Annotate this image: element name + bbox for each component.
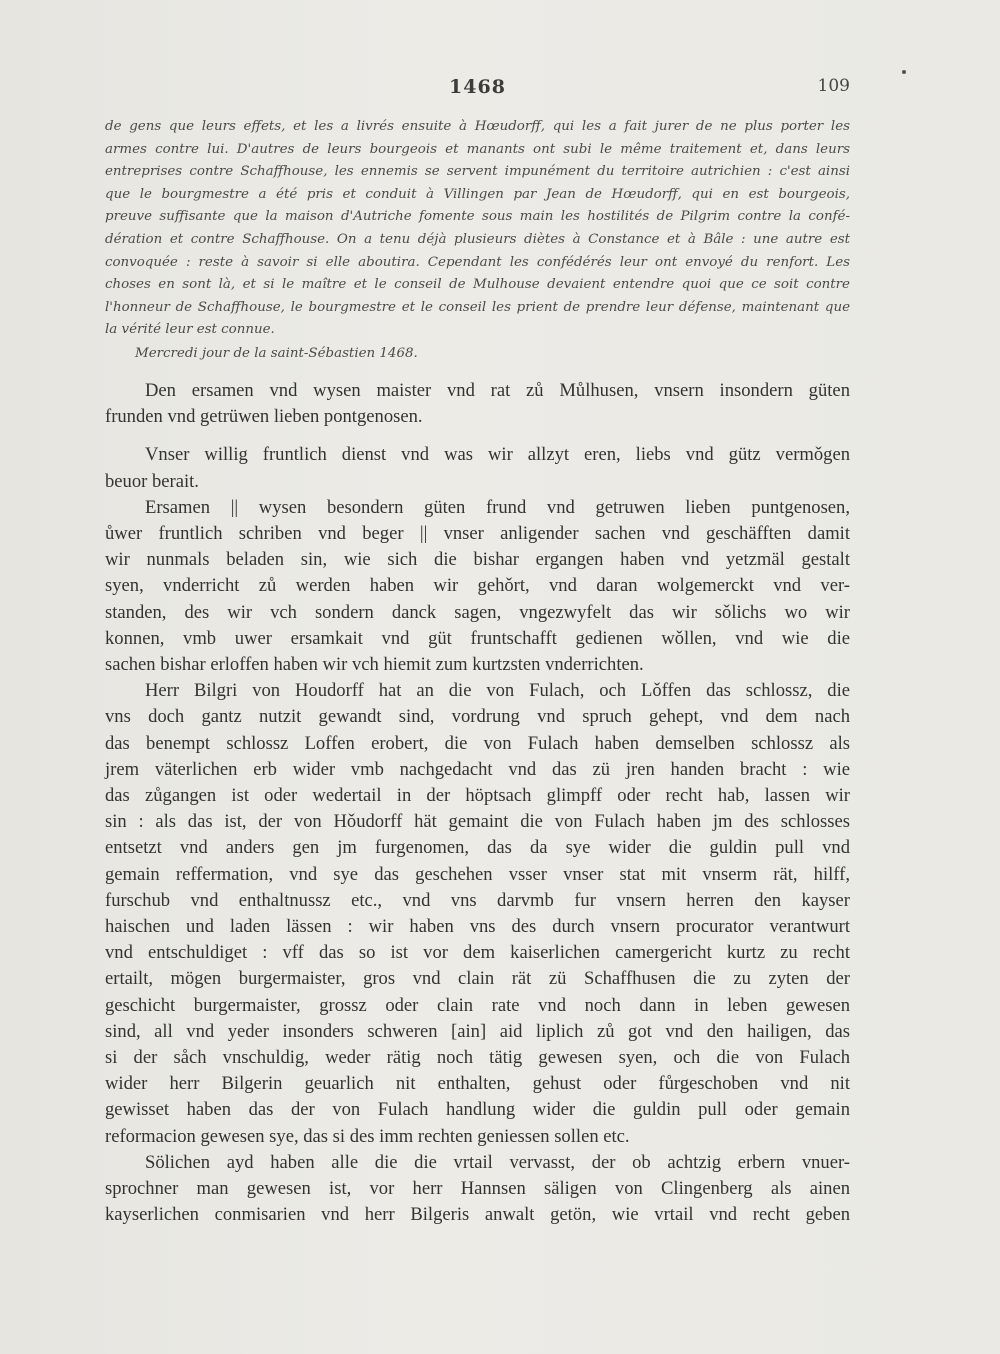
page-number: 109 <box>817 76 850 96</box>
margin-dot-mark <box>902 70 906 74</box>
letter-address <box>105 378 850 430</box>
summary-line: de gens que leurs effets, et les a livrés ensuite à Hœudorff, qui les a fait jurer de ne plus porter les <box>105 119 850 134</box>
paragraph-line: standen, des wir vch sondern danck sagen, vngezwyfelt das wir sǒlichs wo wir <box>105 601 850 623</box>
paragraph-line: geschicht burgermaister, grossz oder clain rate vnd noch dann in leben gewesen <box>105 994 850 1016</box>
summary-line: que le bourgmestre a été pris et conduit à Villingen par Jean de Hœudorff, qui en est bourgeois, <box>105 186 850 202</box>
page-year-heading: 1468 <box>449 76 506 98</box>
paragraph-line: sin : als das ist, der von Hǒudorff hät gemaint die von Fulach haben jm des schlosses <box>105 811 850 833</box>
page-header <box>105 76 850 102</box>
paragraph-line: sind, all vnd yeder insonders schweren [ain] aid liplich zů got vnd den hailigen, das <box>105 1020 850 1042</box>
summary-line: entreprises contre Schaffhouse, les ennemis se servent impunément du territoire autrichien : c'est ainsi <box>105 164 850 180</box>
paragraph-line: sachen bishar erloffen haben wir vch hiemit zum kurtzsten vnderrichten. <box>105 654 644 676</box>
summary-line: convoquée : reste à savoir si elle aboutira. Cependant les confédérés leur ont envoyé du renfort. Les <box>105 254 850 270</box>
paragraph-line: gewisset haben das der von Fulach handlung wider die guldin pull oder gemain <box>105 1099 850 1121</box>
paragraph-line: vns doch gantz nutzit gewandt sind, vordrung vnd spruch gehept, vnd dem nach <box>105 706 850 728</box>
summary-line: la vérité leur est connue. <box>105 322 275 338</box>
paragraph-line: kayserlichen conmisarien vnd herr Bilgeris anwalt getön, wie vrtail vnd recht geben <box>105 1204 850 1226</box>
paragraph-line: wider herr Bilgerin geuarlich nit enthalten, gehust oder fůrgeschoben vnd nit <box>105 1073 850 1095</box>
address-line: Den ersamen vnd wysen maister vnd rat zů Můlhusen, vnsern insondern güten <box>145 380 850 401</box>
paragraph-line: jrem väterlichen erb wider vmb nachgedacht vnd das zü jren handen bracht : wie <box>105 758 850 780</box>
paragraph-line: konnen, vmb uwer ersamkait vnd güt fruntschafft gedienen wǒllen, vnd wie die <box>105 627 850 649</box>
paragraph-line: furschub vnd enthaltnussz etc., vnd vns darvmb fur vnsern herren den kayser <box>105 889 850 911</box>
letter-paragraph-3 <box>105 1150 850 1229</box>
paragraph-line: si der såch vnschuldig, weder rätig noch tätig gewesen syen, och die von Fulach <box>105 1047 850 1069</box>
paragraph-line: haischen und laden lässen : wir haben vns des durch vnsern procurator verantwurt <box>105 916 850 938</box>
paragraph-line: syen, vnderricht zů werden haben wir gehǒrt, vnd daran wolgemerckt vnd ver- <box>105 575 850 597</box>
paragraph-line: gemain reffermation, vnd sye das geschehen vsser vnser stat mit vnserm rät, hilff, <box>105 863 850 885</box>
paragraph-line: Herr Bilgri von Houdorff hat an die von Fulach, och Lǒffen das schlossz, die <box>145 680 850 702</box>
summary-line: choses en sont là, et si le maître et le conseil de Mulhouse devaient entendre quoi que ce soit contre <box>105 277 850 293</box>
greeting-line: Vnser willig fruntlich dienst vnd was wir allzyt eren, liebs vnd gütz vermǒgen <box>145 444 850 466</box>
paragraph-line: reformacion gewesen sye, das si des imm rechten geniessen sollen etc. <box>105 1125 630 1147</box>
french-summary <box>105 116 850 366</box>
summary-line: dération et contre Schaffhouse. On a tenu déjà plusieurs diètes à Constance et à Bâle : une autre est <box>105 231 850 247</box>
paragraph-line: das benempt schlossz Loffen erobert, die von Fulach haben demselben schlossz als <box>105 732 850 754</box>
summary-date: Mercredi jour de la saint-Sébastien 1468. <box>135 345 418 361</box>
letter-paragraph-1 <box>105 495 850 678</box>
paragraph-line: Ersamen || wysen besondern güten frund vnd getruwen lieben puntgenosen, <box>145 496 850 518</box>
paragraph-line: vnd entschuldiget : vff das so ist vor dem kaiserlichen camergericht kurtz zu recht <box>105 942 850 964</box>
letter-greeting <box>105 442 850 494</box>
letter-body <box>105 378 850 1229</box>
address-line: frunden vnd getrüwen lieben pontgenosen. <box>105 406 423 428</box>
summary-line: l'honneur de Schaffhouse, le bourgmestre et le conseil les prient de prendre leur défense, maintenant que <box>105 299 850 315</box>
paragraph-line: das zůgangen ist oder wedertail in der höptsach glimpff oder recht hab, lassen wir <box>105 785 850 807</box>
paragraph-line: ůwer fruntlich schriben vnd beger || vnser anligender sachen vnd geschäfften damit <box>105 523 850 545</box>
letter-paragraph-2 <box>105 678 850 1150</box>
paragraph-line: Sölichen ayd haben alle die die vrtail vervasst, der ob achtzig erbern vnuer- <box>145 1151 850 1173</box>
paragraph-line: entsetzt vnd anders gen jm furgenomen, das da sye wider die guldin pull vnd <box>105 837 850 859</box>
summary-line: armes contre lui. D'autres de leurs bourgeois et manants ont subi le même traitement et, dans leurs <box>105 141 850 157</box>
paragraph-line: sprochner man gewesen ist, vor herr Hannsen säligen von Clingenberg als ainen <box>105 1178 850 1200</box>
paragraph-line: wir nunmals beladen sin, wie sich die bishar ergangen haben vnd yetzmäl gestalt <box>105 549 850 571</box>
paragraph-line: ertailt, mögen burgermaister, gros vnd clain rät zü Schaffhusen die zu zyten der <box>105 968 850 990</box>
summary-line: preuve suffisante que la maison d'Autriche fomente sous main les hostilités de Pilgrim contre la confé- <box>105 209 850 225</box>
greeting-line: beuor berait. <box>105 470 199 492</box>
